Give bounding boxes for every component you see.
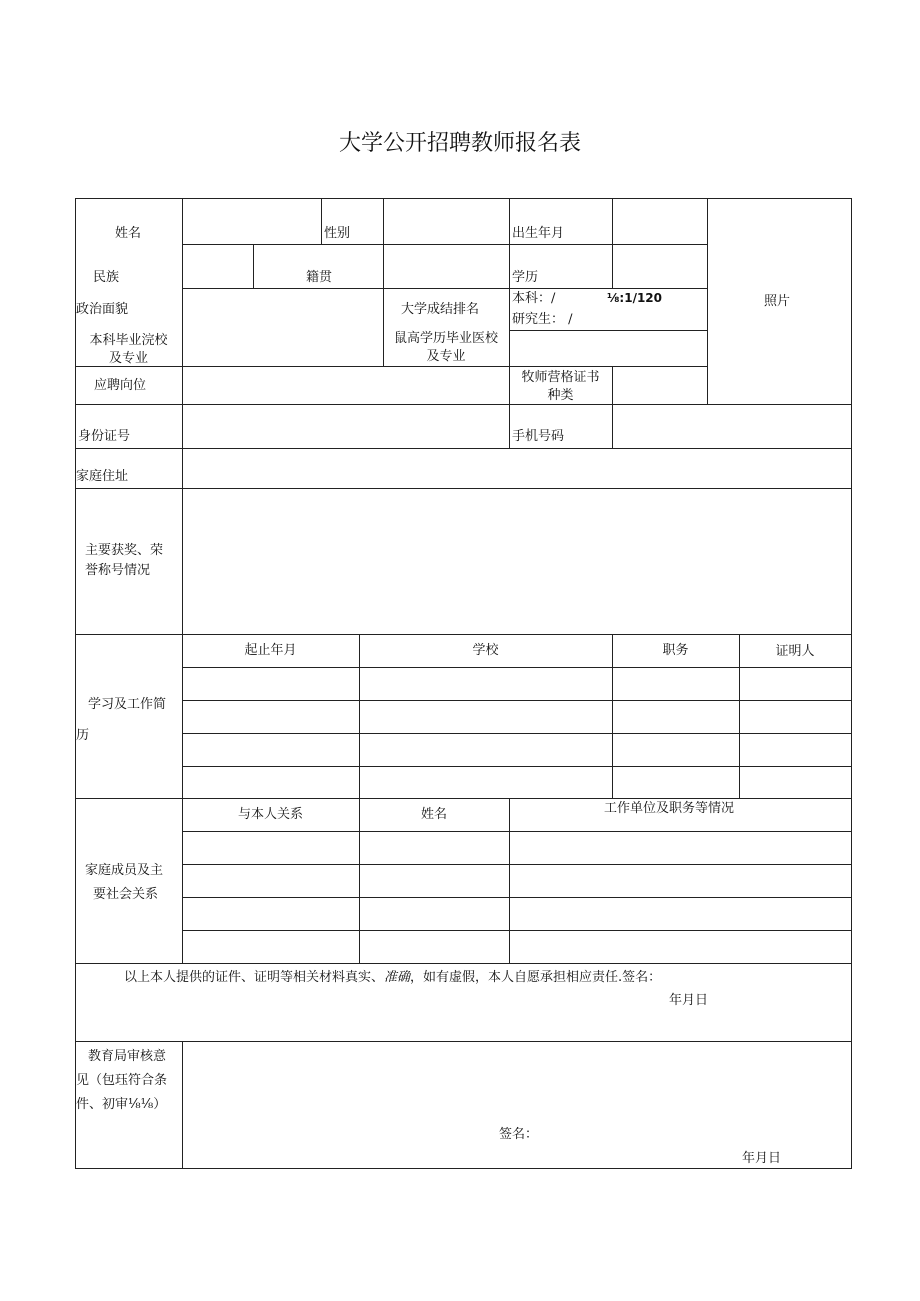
certificate-label: 牧师营格证书 (521, 370, 600, 385)
photo-label: 照片 (764, 294, 791, 309)
undergrad-school-label: 本科毕业浣校 (89, 333, 168, 348)
address-label: 家庭住址 (76, 469, 129, 484)
family-header-work: 工作单位及职务等情况 (604, 801, 735, 816)
resume-header-period: 起止年月 (244, 643, 297, 658)
review-label-3: 件、初审⅛⅛） (76, 1097, 167, 1112)
col-line (707, 198, 708, 404)
row-line (182, 831, 852, 832)
resume-label: 学习及工作简 (88, 697, 167, 712)
row-line (182, 766, 852, 767)
row-line (182, 897, 852, 898)
family-label-2: 要社会关系 (93, 887, 159, 902)
name-label: 姓名 (115, 226, 142, 241)
family-label: 家庭成员及主 (85, 863, 164, 878)
row-line (75, 488, 852, 489)
certificate-label-2: 种类 (547, 388, 574, 403)
row-line (182, 930, 852, 931)
native-place-label: 籍贯 (306, 270, 333, 285)
gender-label: 性别 (324, 226, 351, 241)
form-title: 大学公开招聘教师报名表 (338, 131, 581, 156)
row-line (182, 733, 852, 734)
row-line (182, 700, 852, 701)
row-line (75, 1041, 852, 1042)
row-line (75, 448, 852, 449)
awards-label-2: 誉称号情况 (85, 563, 151, 578)
resume-header-school: 学校 (472, 643, 499, 658)
grad-rank-label: 研究生： / (512, 312, 573, 327)
form-border-top (75, 198, 852, 199)
col-line (182, 634, 183, 963)
undergrad-rank-label: 本科：/ (512, 291, 556, 306)
col-line (509, 404, 510, 448)
phone-label: 手机号码 (512, 429, 565, 444)
education-label: 学历 (512, 270, 539, 285)
row-line (182, 288, 707, 289)
university-rank-label: 大学成结排名 (401, 302, 480, 317)
col-line (182, 198, 183, 634)
highest-school-label: 鼠高学历毕业医校 (393, 331, 498, 346)
form-border-right (851, 198, 852, 1168)
form-border-bottom (75, 1168, 852, 1169)
resume-header-witness: 证明人 (775, 644, 815, 659)
registration-form (75, 198, 852, 1168)
undergrad-rank-value: ⅛:1/120 (607, 291, 663, 305)
awards-label: 主要获奖、荣 (85, 543, 164, 558)
birth-label: 出生年月 (512, 226, 565, 241)
review-date: 年月日 (742, 1151, 782, 1166)
col-line (612, 366, 613, 448)
ethnicity-label: 民族 (93, 270, 120, 285)
position-label: 应聘向位 (94, 378, 147, 393)
row-line (75, 963, 852, 964)
col-line (612, 198, 613, 288)
row-line (182, 864, 852, 865)
col-line (509, 798, 510, 963)
highest-school-label-2: 及专业 (426, 349, 466, 364)
family-header-relation: 与本人关系 (237, 807, 303, 822)
review-label: 教育局审核意 (88, 1049, 167, 1064)
review-signature: 签名： (499, 1127, 539, 1142)
resume-label-2: 历 (76, 728, 90, 743)
col-line (321, 198, 322, 244)
row-line (182, 667, 852, 668)
col-line (182, 1041, 183, 1168)
row-line (509, 330, 707, 331)
row-line (75, 634, 852, 635)
declaration-text: 以上本人提供的证件、证明等相关材料真实、准确，如有虚假，本人自愿承担相应责任.签名： (124, 970, 662, 985)
row-line (75, 404, 852, 405)
resume-header-duty: 职务 (662, 643, 689, 658)
declaration-date: 年月日 (669, 993, 709, 1008)
review-label-2: 见（包珏符合条 (76, 1073, 168, 1088)
row-line (182, 244, 707, 245)
family-header-name: 姓名 (420, 807, 447, 822)
undergrad-school-label-2: 及专业 (108, 351, 148, 366)
col-line (253, 244, 254, 288)
row-line (75, 798, 852, 799)
id-number-label: 身份证号 (78, 429, 131, 444)
political-status-label: 政治面貌 (76, 302, 129, 317)
